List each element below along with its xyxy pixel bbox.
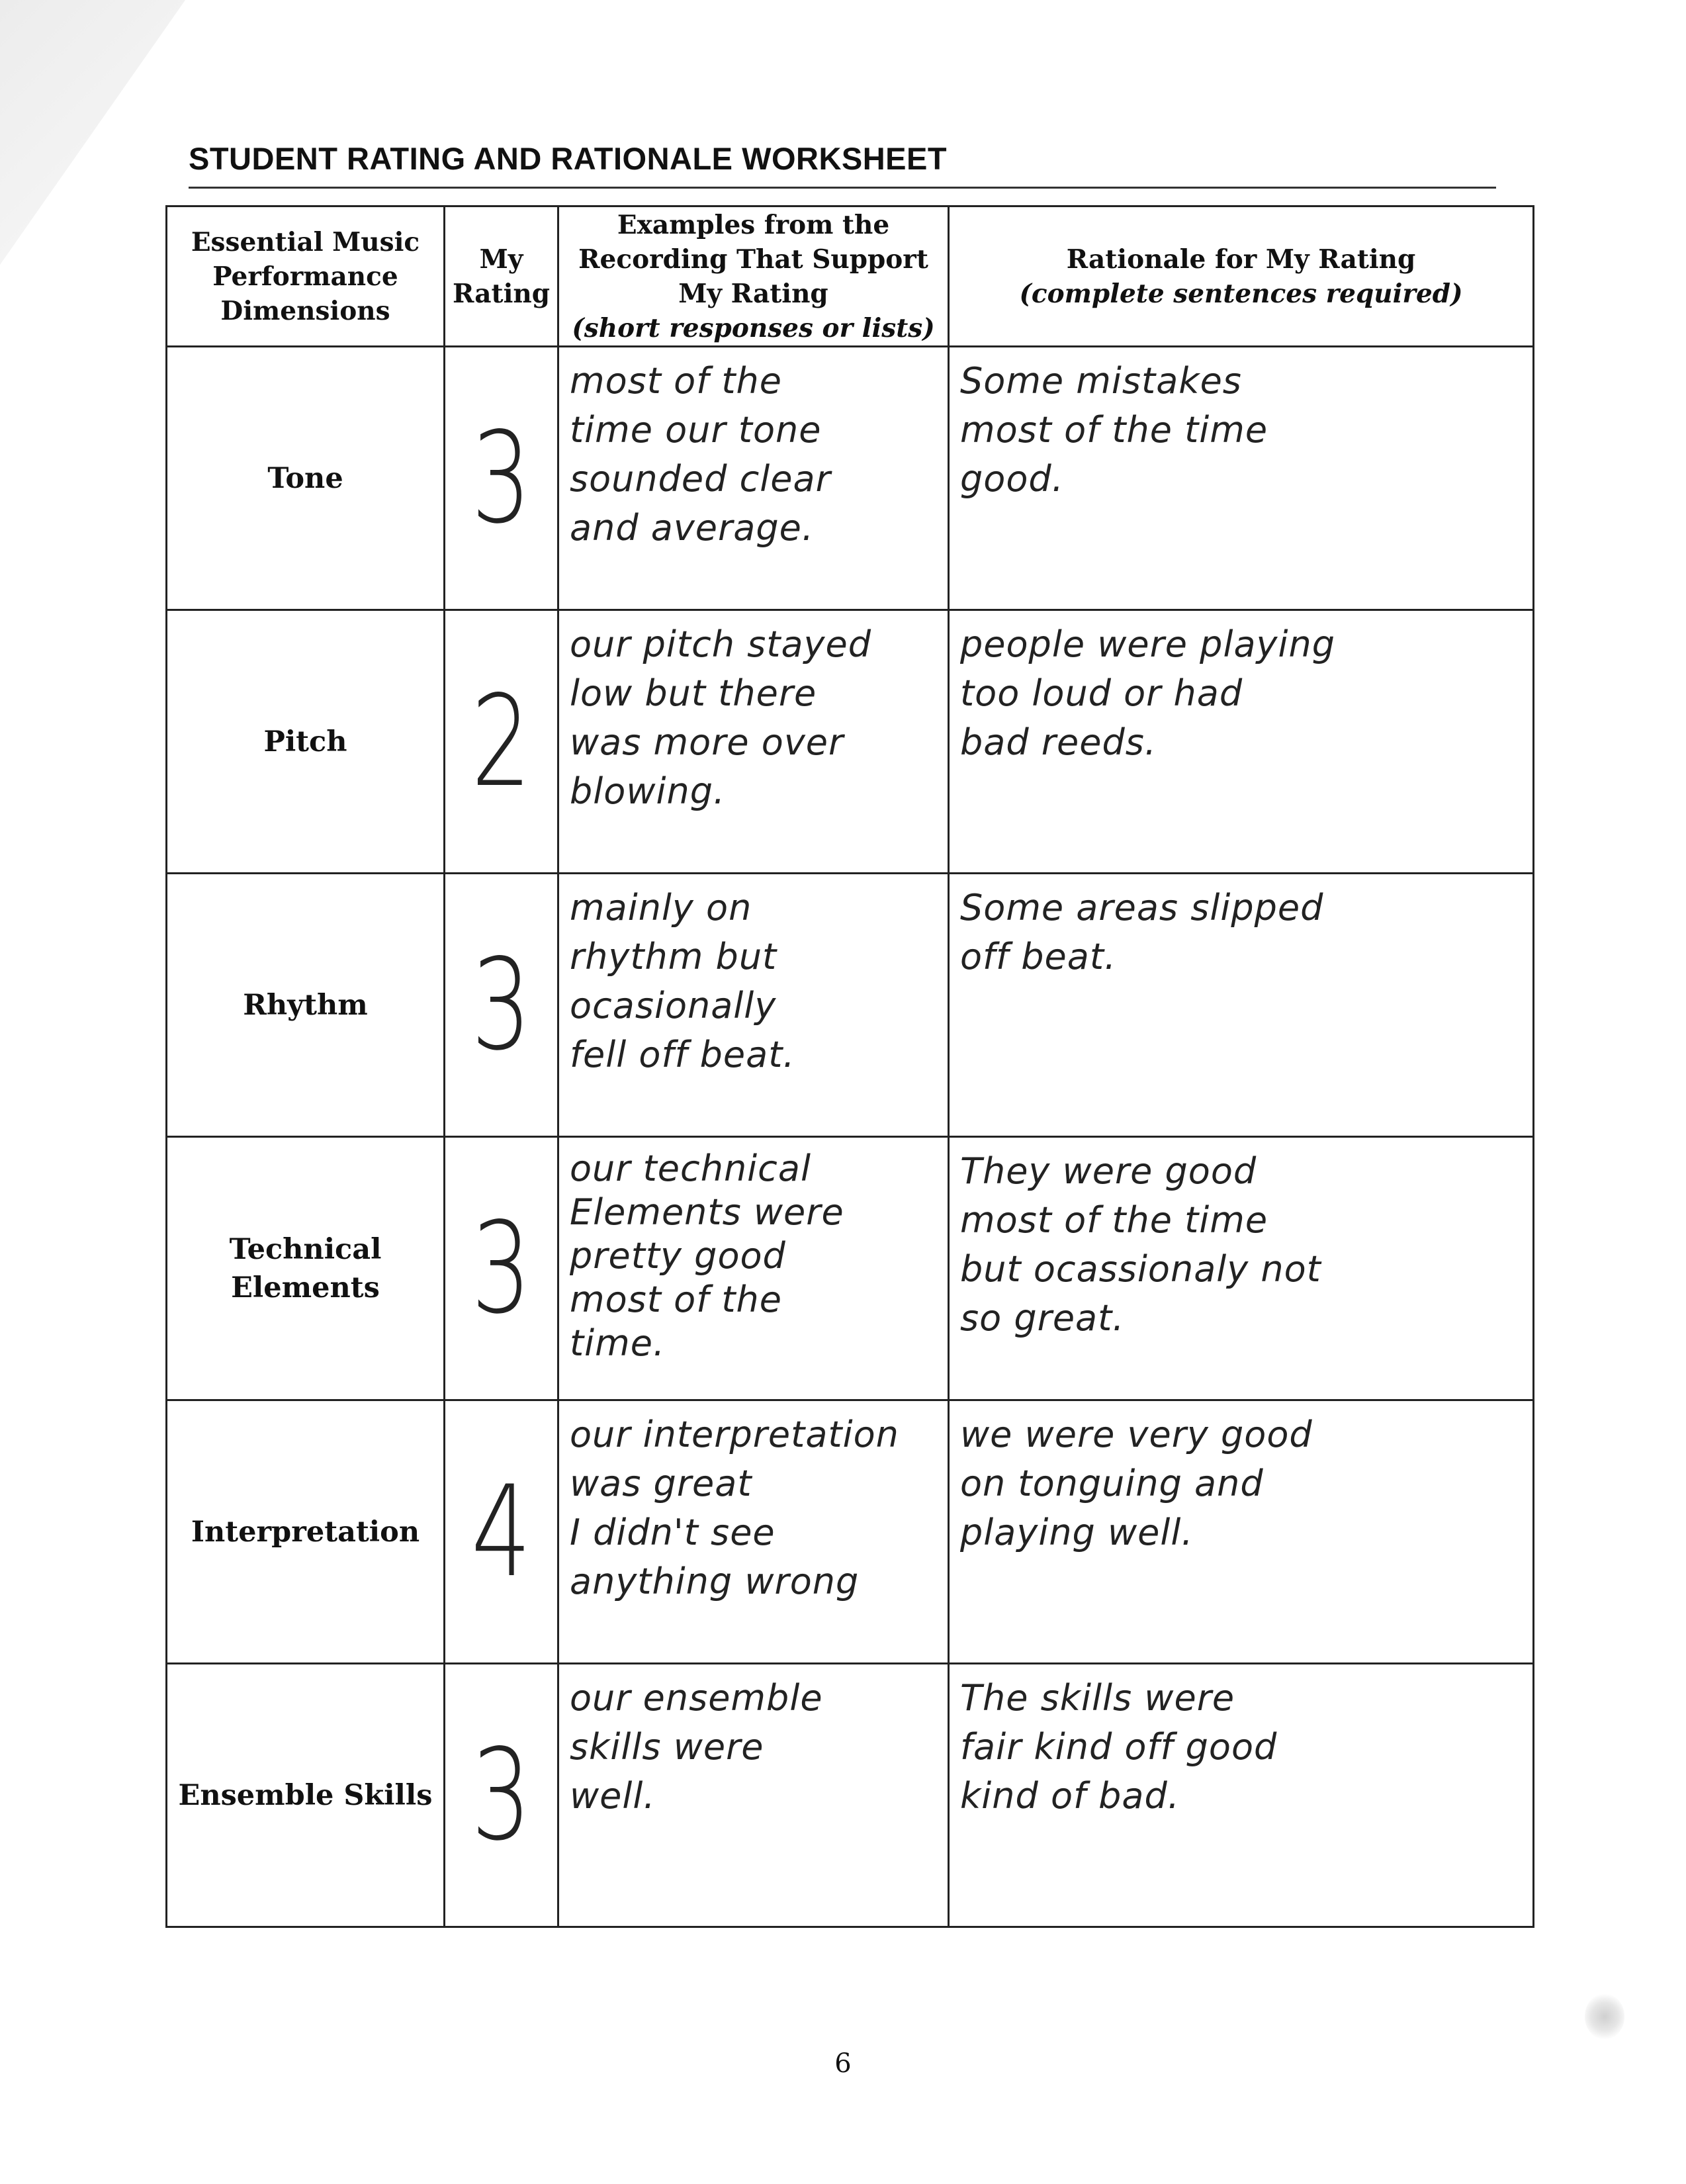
title-underline xyxy=(189,187,1496,189)
dimension-label: Interpretation xyxy=(191,1515,420,1549)
scan-smudge xyxy=(1585,1993,1624,2040)
header-rationale-note: (complete sentences required) xyxy=(1019,278,1463,309)
rating-cell xyxy=(445,874,558,1137)
examples-cell xyxy=(558,874,949,1137)
header-rationale xyxy=(949,206,1534,347)
rationale-cell xyxy=(949,874,1534,1137)
rationale-cell xyxy=(949,347,1534,610)
dimension-label: Tone xyxy=(267,461,343,495)
rationale-line: off beat. xyxy=(960,936,1117,978)
table-row xyxy=(167,874,1534,1137)
examples-line: anything wrong xyxy=(570,1561,860,1602)
rationale-line: most of the time xyxy=(960,409,1268,451)
examples-line: ocasionally xyxy=(570,985,777,1026)
table-row xyxy=(167,1400,1534,1664)
examples-line: our pitch stayed xyxy=(570,623,872,665)
rationale-cell xyxy=(949,1137,1534,1400)
rating-cell xyxy=(445,347,558,610)
rationale-line: we were very good xyxy=(960,1414,1313,1455)
examples-line: blowing. xyxy=(570,770,726,812)
rationale-line: playing well. xyxy=(960,1512,1194,1553)
rating-cell xyxy=(445,610,558,874)
rating-value: 3 xyxy=(471,1195,531,1342)
rationale-line: kind of bad. xyxy=(960,1775,1180,1817)
worksheet-title: STUDENT RATING AND RATIONALE WORKSHEET xyxy=(189,141,948,176)
examples-cell xyxy=(558,347,949,610)
rationale-line: Some areas slipped xyxy=(960,887,1324,929)
rationale-line: fair kind off good xyxy=(960,1726,1278,1768)
table-header-row xyxy=(167,206,1534,347)
header-dimensions-line: Dimensions xyxy=(220,295,390,326)
examples-line: fell off beat. xyxy=(570,1034,795,1075)
rationale-line: They were good xyxy=(960,1150,1257,1192)
examples-cell xyxy=(558,1400,949,1664)
rating-cell xyxy=(445,1664,558,1927)
dimension-cell xyxy=(167,610,445,874)
rating-table xyxy=(165,205,1534,1928)
examples-line: time our tone xyxy=(570,409,822,451)
examples-cell xyxy=(558,1137,949,1400)
table-row xyxy=(167,1137,1534,1400)
rationale-cell xyxy=(949,1664,1534,1927)
dimension-label: Rhythm xyxy=(243,988,368,1022)
header-dimensions xyxy=(167,206,445,347)
examples-line: our technical xyxy=(570,1148,811,1189)
dimension-label: Ensemble Skills xyxy=(178,1778,433,1812)
dimension-label: Elements xyxy=(231,1271,380,1304)
examples-line: our ensemble xyxy=(570,1677,823,1719)
rationale-line: so great. xyxy=(960,1297,1125,1339)
examples-line: mainly on xyxy=(570,887,752,929)
rating-value: 3 xyxy=(471,931,531,1078)
dimension-label: Pitch xyxy=(263,725,347,758)
header-rationale-line: Rationale for My Rating xyxy=(1066,244,1416,275)
header-dimensions-line: Performance xyxy=(212,261,398,292)
examples-line: sounded clear xyxy=(570,458,831,500)
table-row xyxy=(167,347,1534,610)
rating-cell xyxy=(445,1400,558,1664)
rationale-line: The skills were xyxy=(960,1677,1235,1719)
table-row xyxy=(167,1664,1534,1927)
rating-value: 4 xyxy=(471,1458,531,1605)
header-examples-line: My Rating xyxy=(678,278,828,309)
rating-cell xyxy=(445,1137,558,1400)
dimension-cell xyxy=(167,874,445,1137)
rationale-cell xyxy=(949,610,1534,874)
examples-line: Elements were xyxy=(570,1191,844,1233)
rationale-cell xyxy=(949,1400,1534,1664)
dimension-cell xyxy=(167,1664,445,1927)
examples-line: I didn't see xyxy=(570,1512,776,1553)
examples-line: our interpretation xyxy=(570,1414,899,1455)
examples-line: and average. xyxy=(570,507,814,549)
dimension-cell xyxy=(167,1137,445,1400)
header-dimensions-line: Essential Music xyxy=(191,226,420,257)
examples-line: rhythm but xyxy=(570,936,777,978)
examples-line: skills were xyxy=(570,1726,764,1768)
examples-line: low but there xyxy=(570,672,817,714)
rationale-line: good. xyxy=(960,458,1064,500)
header-rating-line: Rating xyxy=(452,278,551,309)
rationale-line: but ocassionaly not xyxy=(960,1248,1321,1290)
page-number: 6 xyxy=(834,2048,852,2079)
rating-value: 2 xyxy=(471,668,531,815)
rationale-line: most of the time xyxy=(960,1199,1268,1241)
rationale-line: people were playing xyxy=(960,623,1336,665)
examples-cell xyxy=(558,610,949,874)
header-rating-line: My xyxy=(479,244,523,275)
dimension-label: Technical xyxy=(229,1232,382,1266)
header-my-rating xyxy=(445,206,558,347)
examples-line: pretty good xyxy=(570,1235,786,1277)
rationale-line: on tonguing and xyxy=(960,1463,1264,1504)
examples-line: well. xyxy=(570,1775,656,1817)
examples-cell xyxy=(558,1664,949,1927)
rationale-line: bad reeds. xyxy=(960,721,1157,763)
examples-line: was great xyxy=(570,1463,752,1504)
examples-line: was more over xyxy=(570,721,844,763)
dimension-cell xyxy=(167,1400,445,1664)
examples-line: most of the xyxy=(570,1279,782,1320)
examples-line: time. xyxy=(570,1322,666,1364)
examples-line: most of the xyxy=(570,360,782,402)
rationale-line: Some mistakes xyxy=(960,360,1242,402)
table-row xyxy=(167,610,1534,874)
header-examples xyxy=(558,206,949,347)
dimension-cell xyxy=(167,347,445,610)
rating-value: 3 xyxy=(471,404,531,551)
page-corner-fold xyxy=(0,0,185,265)
header-examples-line: Examples from the xyxy=(617,209,890,240)
rationale-line: too loud or had xyxy=(960,672,1243,714)
header-examples-line: Recording That Support xyxy=(578,244,928,275)
header-examples-note: (short responses or lists) xyxy=(572,312,935,343)
rating-value: 3 xyxy=(471,1721,531,1868)
